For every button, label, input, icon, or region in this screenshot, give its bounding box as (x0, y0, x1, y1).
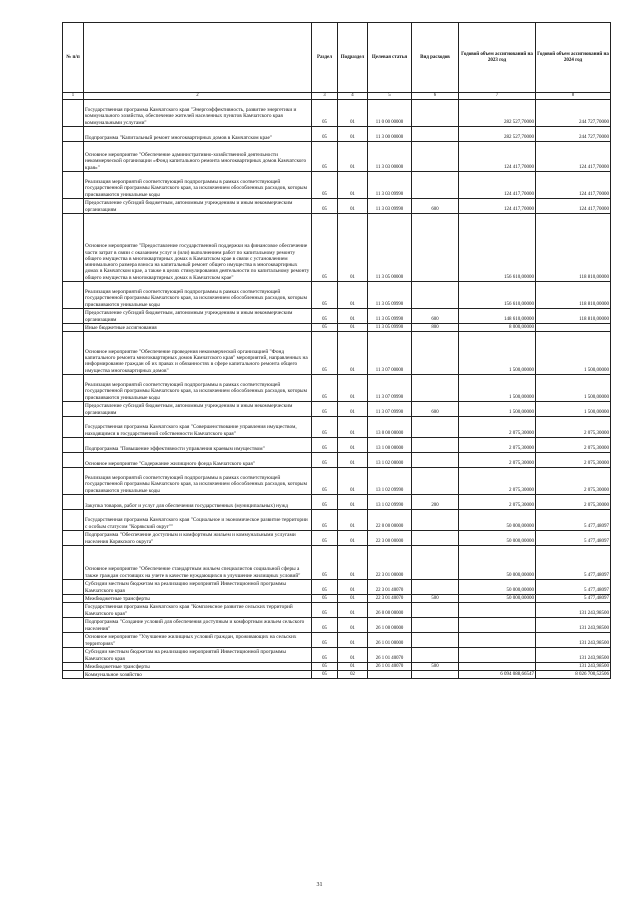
row-article-cell: 22 3 01 40070 (368, 580, 412, 595)
table-row (63, 603, 611, 618)
row-article-cell (368, 671, 412, 679)
row-index-cell (63, 580, 84, 595)
row-article-cell: 26 1 01 40070 (368, 663, 412, 671)
row-index-cell (63, 417, 84, 438)
row-volume-2023-cell: 50 000,00000 (459, 595, 536, 603)
row-article-cell: 13 0 00 00000 (368, 417, 412, 438)
row-subsection-cell: 01 (338, 100, 368, 127)
row-subsection-cell: 01 (338, 633, 368, 648)
row-section-cell: 05 (312, 402, 338, 417)
row-expense-type-cell: 200 (412, 495, 459, 510)
header-name (84, 23, 312, 93)
row-index-cell (63, 618, 84, 633)
row-section-cell: 05 (312, 671, 338, 679)
row-section-cell: 05 (312, 595, 338, 603)
column-number-row (63, 93, 611, 100)
row-index-cell (63, 438, 84, 453)
table-row (63, 142, 611, 172)
row-index-cell (63, 633, 84, 648)
row-article-cell: 11 3 03 09990 (368, 199, 412, 214)
header-expense-type: Вид расходов (412, 23, 459, 93)
table-row (63, 332, 611, 375)
table-row (63, 580, 611, 595)
row-subsection-cell: 01 (338, 438, 368, 453)
row-name-cell: Государственная программа Камчатского края "Энергоэффективность, развитие энергетики и коммунального хозяйства, обеспечение жителей населенных пунктов Камчатского края коммунальными услугами" (84, 100, 312, 127)
row-section-cell: 05 (312, 546, 338, 580)
row-name-cell: Межбюджетные трансферты (84, 663, 312, 671)
row-expense-type-cell: 500 (412, 595, 459, 603)
row-expense-type-cell (412, 468, 459, 495)
row-volume-2024-cell: 118 810,00000 (536, 214, 611, 282)
row-name-cell: Коммунальное хозяйство (84, 671, 312, 679)
row-volume-2023-cell: 124 417,70000 (459, 199, 536, 214)
row-subsection-cell: 01 (338, 510, 368, 531)
row-name-cell: Основное мероприятие "Обеспечение административно-хозяйственной деятельности некоммерческой организации «Фонд капитального ремонта многоквартирных домов Камчатского края»" (84, 142, 312, 172)
row-expense-type-cell: 800 (412, 324, 459, 332)
row-index-cell (63, 453, 84, 468)
row-expense-type-cell (412, 332, 459, 375)
row-subsection-cell: 01 (338, 127, 368, 142)
table-row (63, 172, 611, 199)
row-article-cell: 13 1 00 00000 (368, 438, 412, 453)
row-expense-type-cell (412, 438, 459, 453)
row-section-cell: 05 (312, 282, 338, 309)
row-volume-2024-cell: 2 075,30000 (536, 453, 611, 468)
row-volume-2024-cell: 118 810,00000 (536, 282, 611, 309)
row-section-cell: 05 (312, 214, 338, 282)
row-name-cell: Подпрограмма "Обеспечение доступным и комфортным жильем и коммунальными услугами населения Корякского округа" (84, 531, 312, 546)
row-volume-2023-cell: 124 417,70000 (459, 172, 536, 199)
row-section-cell: 05 (312, 127, 338, 142)
row-article-cell: 22 3 01 40070 (368, 595, 412, 603)
row-name-cell: Реализация мероприятий соответствующей подпрограммы в рамках соответствующей государственной программы Камчатского края, за исключением обособленных расходов, которым присваиваются уникальные коды (84, 172, 312, 199)
row-index-cell (63, 142, 84, 172)
row-article-cell: 11 3 03 00000 (368, 142, 412, 172)
row-volume-2024-cell: 5 477,48097 (536, 546, 611, 580)
row-volume-2024-cell: 5 477,48097 (536, 510, 611, 531)
row-subsection-cell: 01 (338, 282, 368, 309)
row-subsection-cell: 01 (338, 142, 368, 172)
row-name-cell: Государственная программа Камчатского края "Комплексное развитие сельских территорий Камчатского края" (84, 603, 312, 618)
column-number: 4 (338, 93, 368, 100)
row-index-cell (63, 468, 84, 495)
row-expense-type-cell: 600 (412, 309, 459, 324)
row-subsection-cell: 01 (338, 595, 368, 603)
row-subsection-cell: 01 (338, 495, 368, 510)
row-volume-2024-cell: 131 243,98500 (536, 603, 611, 618)
row-volume-2023-cell: 156 610,00000 (459, 214, 536, 282)
table-row (63, 127, 611, 142)
row-volume-2024-cell: 124 417,70000 (536, 199, 611, 214)
table-row (63, 633, 611, 648)
row-article-cell: 13 1 02 09990 (368, 468, 412, 495)
header-number: № п/п (63, 23, 84, 93)
row-expense-type-cell (412, 633, 459, 648)
budget-allocation-table (62, 22, 611, 679)
row-expense-type-cell: 600 (412, 199, 459, 214)
header-target-article: Целевая статья (368, 23, 412, 93)
row-index-cell (63, 282, 84, 309)
row-volume-2023-cell: 148 610,00000 (459, 309, 536, 324)
row-name-cell: Предоставление субсидий бюджетным, автономным учреждениям и иным некоммерческим организациям (84, 309, 312, 324)
row-subsection-cell: 01 (338, 468, 368, 495)
row-index-cell (63, 603, 84, 618)
row-name-cell: Иные бюджетные ассигнования (84, 324, 312, 332)
row-expense-type-cell (412, 648, 459, 663)
row-section-cell: 05 (312, 603, 338, 618)
row-volume-2024-cell: 131 243,98500 (536, 663, 611, 671)
table-row (63, 453, 611, 468)
row-subsection-cell: 01 (338, 309, 368, 324)
row-index-cell (63, 648, 84, 663)
row-section-cell: 05 (312, 580, 338, 595)
column-number: 5 (368, 93, 412, 100)
row-section-cell: 05 (312, 309, 338, 324)
row-name-cell: Реализация мероприятий соответствующей подпрограммы в рамках соответствующей государственной программы Камчатского края, за исключением обособленных расходов, которым присваиваются уникальные коды (84, 282, 312, 309)
row-name-cell: Государственная программа Камчатского края "Совершенствование управления имуществом, находящимся в государственной собственности Камчатского края" (84, 417, 312, 438)
row-volume-2024-cell: 1 500,00000 (536, 402, 611, 417)
table-row (63, 199, 611, 214)
row-volume-2023-cell: 8 000,00000 (459, 324, 536, 332)
row-section-cell: 05 (312, 468, 338, 495)
header-row (63, 23, 611, 93)
row-volume-2023-cell (459, 618, 536, 633)
row-volume-2024-cell: 124 417,70000 (536, 172, 611, 199)
row-volume-2023-cell: 2 075,30000 (459, 495, 536, 510)
row-volume-2024-cell: 131 243,98500 (536, 633, 611, 648)
row-volume-2024-cell: 2 075,30000 (536, 468, 611, 495)
row-subsection-cell: 01 (338, 172, 368, 199)
row-expense-type-cell (412, 172, 459, 199)
row-section-cell: 05 (312, 510, 338, 531)
row-volume-2024-cell: 131 243,98500 (536, 618, 611, 633)
row-index-cell (63, 663, 84, 671)
row-section-cell: 05 (312, 648, 338, 663)
row-article-cell: 11 3 05 09990 (368, 324, 412, 332)
row-name-cell: Предоставление субсидий бюджетным, автономным учреждениям и иным некоммерческим организациям (84, 402, 312, 417)
header-volume-2023: Годовой объем ассигнований на 2023 год (459, 23, 536, 93)
table-row (63, 468, 611, 495)
row-name-cell: Реализация мероприятий соответствующей подпрограммы в рамках соответствующей государственной программы Камчатского края, за исключением обособленных расходов, которым присваиваются уникальные коды (84, 468, 312, 495)
row-volume-2024-cell: 2 075,30000 (536, 417, 611, 438)
row-volume-2023-cell: 1 500,00000 (459, 375, 536, 402)
row-volume-2023-cell: 50 000,00000 (459, 546, 536, 580)
row-article-cell: 22 3 01 00000 (368, 546, 412, 580)
row-expense-type-cell (412, 510, 459, 531)
row-name-cell: Основное мероприятие "Улучшение жилищных условий граждан, проживающих на сельских территориях" (84, 633, 312, 648)
row-index-cell (63, 100, 84, 127)
row-subsection-cell: 01 (338, 324, 368, 332)
row-name-cell: Основное мероприятие "Обеспечение стандартным жильем специалистов социальной сферы а также граждан состоящих на учете в качестве нуждающихся в улучшение жилищных условий" (84, 546, 312, 580)
row-volume-2023-cell: 6 094 088,66547 (459, 671, 536, 679)
row-article-cell: 13 1 02 00000 (368, 453, 412, 468)
table-row (63, 671, 611, 679)
row-expense-type-cell (412, 618, 459, 633)
row-name-cell: Межбюджетные трансферты (84, 595, 312, 603)
row-index-cell (63, 214, 84, 282)
row-section-cell: 05 (312, 438, 338, 453)
row-section-cell: 05 (312, 142, 338, 172)
row-index-cell (63, 375, 84, 402)
row-subsection-cell: 01 (338, 375, 368, 402)
row-subsection-cell: 01 (338, 417, 368, 438)
row-volume-2024-cell: 131 243,98500 (536, 648, 611, 663)
row-expense-type-cell (412, 214, 459, 282)
row-subsection-cell: 01 (338, 663, 368, 671)
row-subsection-cell: 01 (338, 648, 368, 663)
table-row (63, 438, 611, 453)
row-subsection-cell: 01 (338, 546, 368, 580)
row-article-cell: 26 1 01 00000 (368, 633, 412, 648)
row-expense-type-cell (412, 580, 459, 595)
row-section-cell: 05 (312, 531, 338, 546)
row-name-cell: Субсидии местным бюджетам на реализацию мероприятий Инвестиционной программы Камчатского края (84, 648, 312, 663)
column-number: 3 (312, 93, 338, 100)
row-section-cell: 05 (312, 618, 338, 633)
row-section-cell: 05 (312, 375, 338, 402)
row-expense-type-cell (412, 671, 459, 679)
row-volume-2023-cell (459, 633, 536, 648)
column-number: 6 (412, 93, 459, 100)
row-volume-2024-cell: 244 727,70000 (536, 127, 611, 142)
row-subsection-cell: 01 (338, 214, 368, 282)
row-subsection-cell: 01 (338, 402, 368, 417)
table-body (63, 100, 611, 679)
row-volume-2023-cell: 1 500,00000 (459, 402, 536, 417)
row-index-cell (63, 127, 84, 142)
column-number: 7 (459, 93, 536, 100)
row-expense-type-cell (412, 453, 459, 468)
row-volume-2023-cell: 2 075,30000 (459, 438, 536, 453)
row-article-cell: 26 1 01 40070 (368, 648, 412, 663)
row-index-cell (63, 546, 84, 580)
row-article-cell: 11 3 05 00000 (368, 214, 412, 282)
row-article-cell: 11 3 05 09990 (368, 282, 412, 309)
row-expense-type-cell: 600 (412, 402, 459, 417)
column-number: 8 (536, 93, 611, 100)
row-index-cell (63, 199, 84, 214)
table-row (63, 214, 611, 282)
table-row (63, 375, 611, 402)
row-name-cell: Основное мероприятие "Обеспечение проведения некоммерческой организацией "Фонд капитального ремонта многоквартирных домов Камчатского края" мероприятий, направленных на информирование граждан об их правах и обязанностях в сфере капитального ремонта общего имущества многоквартирных домов" (84, 332, 312, 375)
row-volume-2024-cell: 2 075,30000 (536, 438, 611, 453)
row-index-cell (63, 402, 84, 417)
table-row (63, 618, 611, 633)
row-article-cell: 11 0 00 00000 (368, 100, 412, 127)
row-article-cell: 11 3 03 09990 (368, 172, 412, 199)
row-article-cell: 13 1 02 09990 (368, 495, 412, 510)
row-expense-type-cell (412, 375, 459, 402)
row-expense-type-cell (412, 142, 459, 172)
table-row (63, 100, 611, 127)
row-subsection-cell: 01 (338, 332, 368, 375)
row-volume-2024-cell: 244 727,70000 (536, 100, 611, 127)
page-number: 31 (316, 882, 323, 888)
row-section-cell: 05 (312, 633, 338, 648)
row-volume-2024-cell: 124 417,70000 (536, 142, 611, 172)
row-section-cell: 05 (312, 453, 338, 468)
row-expense-type-cell (412, 531, 459, 546)
row-volume-2023-cell: 50 000,00000 (459, 510, 536, 531)
header-volume-2024: Годовой объем ассигнований на 2024 год (536, 23, 611, 93)
row-article-cell: 11 3 07 09990 (368, 402, 412, 417)
row-index-cell (63, 495, 84, 510)
row-volume-2023-cell: 124 417,70000 (459, 142, 536, 172)
row-volume-2023-cell (459, 663, 536, 671)
row-index-cell (63, 309, 84, 324)
row-article-cell: 11 3 07 00000 (368, 332, 412, 375)
row-volume-2023-cell: 2 075,30000 (459, 468, 536, 495)
row-volume-2024-cell: 5 477,48097 (536, 595, 611, 603)
row-section-cell: 05 (312, 663, 338, 671)
row-name-cell: Государственная программа Камчатского края "Социальное и экономическое развитие территории с особым статусом "Корякский округ"" (84, 510, 312, 531)
row-name-cell: Подпрограмма "Капитальный ремонт многоквартирных домов в Камчатском крае" (84, 127, 312, 142)
row-expense-type-cell (412, 100, 459, 127)
header-section: Раздел (312, 23, 338, 93)
row-volume-2024-cell: 5 477,48097 (536, 531, 611, 546)
row-expense-type-cell: 500 (412, 663, 459, 671)
table-row (63, 546, 611, 580)
row-index-cell (63, 172, 84, 199)
row-subsection-cell: 01 (338, 580, 368, 595)
row-volume-2024-cell (536, 324, 611, 332)
row-subsection-cell: 01 (338, 199, 368, 214)
row-volume-2023-cell (459, 648, 536, 663)
row-name-cell: Подпрограмма "Создание условий для обеспечения доступным и комфортным жильем сельского населения" (84, 618, 312, 633)
row-section-cell: 05 (312, 332, 338, 375)
row-article-cell: 26 1 00 00000 (368, 618, 412, 633)
row-subsection-cell: 01 (338, 531, 368, 546)
row-name-cell: Подпрограмма "Повышение эффективности управления краевым имуществом" (84, 438, 312, 453)
row-volume-2024-cell: 5 477,48097 (536, 580, 611, 595)
row-subsection-cell: 01 (338, 618, 368, 633)
column-number: 1 (63, 93, 84, 100)
row-volume-2023-cell: 282 527,70000 (459, 127, 536, 142)
row-article-cell: 11 3 07 09990 (368, 375, 412, 402)
row-expense-type-cell (412, 282, 459, 309)
row-volume-2023-cell: 156 610,00000 (459, 282, 536, 309)
table-row (63, 495, 611, 510)
row-article-cell: 22 3 00 00000 (368, 531, 412, 546)
table-row (63, 402, 611, 417)
row-expense-type-cell (412, 546, 459, 580)
row-article-cell: 11 3 00 00000 (368, 127, 412, 142)
row-section-cell: 05 (312, 417, 338, 438)
row-subsection-cell: 01 (338, 603, 368, 618)
header-subsection: Подраздел (338, 23, 368, 93)
row-name-cell: Предоставление субсидий бюджетным, автономным учреждениям и иным некоммерческим организациям (84, 199, 312, 214)
row-article-cell: 22 0 00 00000 (368, 510, 412, 531)
row-index-cell (63, 332, 84, 375)
row-volume-2024-cell: 1 500,00000 (536, 332, 611, 375)
table-row (63, 324, 611, 332)
row-volume-2023-cell: 2 075,30000 (459, 453, 536, 468)
row-volume-2023-cell: 50 000,00000 (459, 531, 536, 546)
row-index-cell (63, 531, 84, 546)
budget-table-sheet (62, 22, 610, 679)
row-subsection-cell: 01 (338, 453, 368, 468)
row-expense-type-cell (412, 417, 459, 438)
row-section-cell: 05 (312, 199, 338, 214)
row-volume-2023-cell: 50 000,00000 (459, 580, 536, 595)
row-index-cell (63, 510, 84, 531)
row-name-cell: Субсидии местным бюджетам на реализацию мероприятий Инвестиционной программы Камчатского края (84, 580, 312, 595)
table-row (63, 648, 611, 663)
row-index-cell (63, 324, 84, 332)
row-volume-2024-cell: 1 500,00000 (536, 375, 611, 402)
table-row (63, 417, 611, 438)
row-name-cell: Основное мероприятие "Содержание жилищного фонда Камчатского края" (84, 453, 312, 468)
row-index-cell (63, 595, 84, 603)
row-name-cell: Реализация мероприятий соответствующей подпрограммы в рамках соответствующей государственной программы Камчатского края, за исключением обособленных расходов, которым присваиваются уникальные коды (84, 375, 312, 402)
row-volume-2024-cell: 2 075,30000 (536, 495, 611, 510)
row-section-cell: 05 (312, 495, 338, 510)
table-row (63, 663, 611, 671)
table-row (63, 309, 611, 324)
row-expense-type-cell (412, 127, 459, 142)
row-volume-2023-cell: 1 500,00000 (459, 332, 536, 375)
column-number: 2 (84, 93, 312, 100)
table-row (63, 531, 611, 546)
row-section-cell: 05 (312, 172, 338, 199)
row-volume-2023-cell: 282 527,70000 (459, 100, 536, 127)
row-volume-2023-cell (459, 603, 536, 618)
row-volume-2024-cell: 8 026 700,52506 (536, 671, 611, 679)
row-volume-2024-cell: 118 810,00000 (536, 309, 611, 324)
row-index-cell (63, 671, 84, 679)
row-name-cell: Основное мероприятие "Предоставление государственной поддержки на финансовое обеспечение части затрат в связи с оказанием услуг и (или) выполнением работ по капитальному ремонту общего имущества в многоквартирных домах в Камчатском крае в связи с установлением минимального размера взноса на капитальный ремонт общего имущества в многоквартирных домах в Камчатском крае, а также в целях стимулирования деятельности по капитальному ремонту общего имущества в многоквартирных домах в Камчатском крае" (84, 214, 312, 282)
table-row (63, 282, 611, 309)
row-volume-2023-cell: 2 075,30000 (459, 417, 536, 438)
row-article-cell: 11 3 05 09990 (368, 309, 412, 324)
table-row (63, 595, 611, 603)
row-expense-type-cell (412, 603, 459, 618)
row-article-cell: 26 0 00 00000 (368, 603, 412, 618)
table-row (63, 510, 611, 531)
row-section-cell: 05 (312, 100, 338, 127)
row-subsection-cell: 02 (338, 671, 368, 679)
row-name-cell: Закупка товаров, работ и услуг для обеспечения государственных (муниципальных) нужд (84, 495, 312, 510)
row-section-cell: 05 (312, 324, 338, 332)
